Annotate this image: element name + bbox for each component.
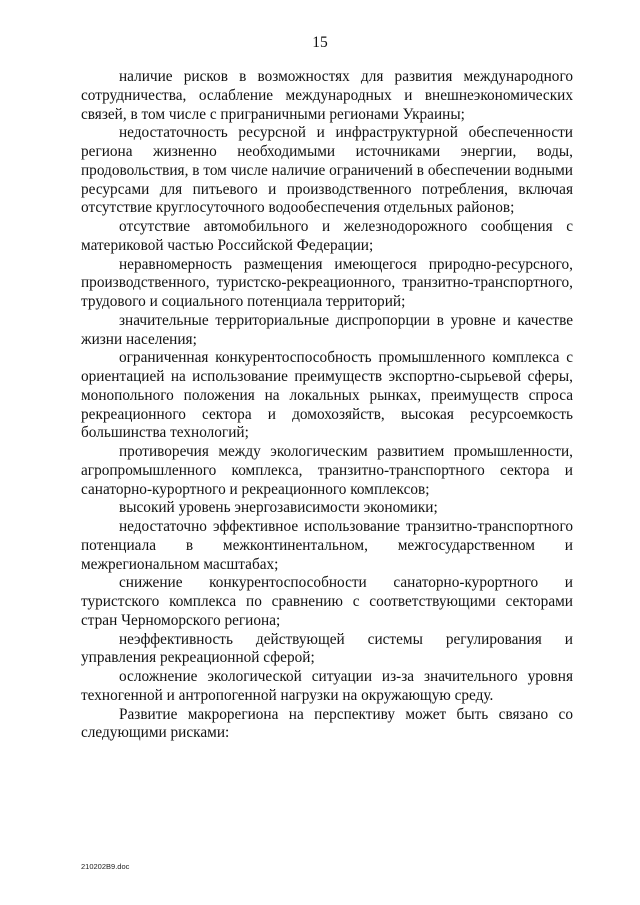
paragraph-uneven-potential: неравномерность размещения имеющегося природно-ресурсного, производственного, туристско-рекреационного, транзитно-транспортного, трудового и социального потенциала территорий; bbox=[81, 255, 573, 310]
document-body bbox=[81, 68, 573, 743]
page-number: 15 bbox=[312, 34, 328, 51]
paragraph-resort-competitiveness: снижение конкурентоспособности санаторно-курортного и туристского комплекса по сравнению с соответствующими секторами стран Черноморского региона; bbox=[81, 574, 573, 629]
paragraph-industrial-competitiveness: ограниченная конкурентоспособность промышленного комплекса с ориентацией на использование преимуществ экспортно-сырьевой сферы, монопольного положения на локальных рынках, преимуществ спроса рекреационного сектора и домохозяйств, высокая ресурсоемкость большинства технологий; bbox=[81, 349, 573, 442]
paragraph-recreation-regulation: неэффективность действующей системы регулирования и управления рекреационной сферой; bbox=[81, 630, 573, 667]
paragraph-energy-dependence: высокий уровень энергозависимости экономики; bbox=[119, 499, 438, 517]
paragraph-territorial-disproportions: значительные территориальные диспропорции в уровне и качестве жизни населения; bbox=[81, 311, 573, 348]
paragraph-macroregion-risks-intro: Развитие макрорегиона на перспективу может быть связано со следующими рисками: bbox=[81, 705, 573, 742]
paragraph-ecological-contradictions: противоречия между экологическим развитием промышленности, агропромышленного комплекса, транзитно-транспортного сектора и санаторно-курортного и рекреационного комплексов; bbox=[81, 443, 573, 498]
paragraph-international-risks: наличие рисков в возможностях для развития международного сотрудничества, ослабление международных и внешнеэкономических связей, в том числе с приграничными регионами Украины; bbox=[81, 68, 573, 123]
paragraph-transit-potential: недостаточно эффективное использование транзитно-транспортного потенциала в межконтинентальном, межгосударственном и межрегиональном масштабах; bbox=[81, 518, 573, 573]
footer-filename: 210202B9.doc bbox=[81, 862, 130, 871]
paragraph-transport-isolation: отсутствие автомобильного и железнодорожного сообщения с материковой частью Российской Федерации; bbox=[81, 218, 573, 254]
paragraph-ecological-situation: осложнение экологической ситуации из-за значительного уровня техногенной и антропогенной нагрузки на окружающую среду. bbox=[81, 668, 573, 704]
paragraph-resource-shortage: недостаточность ресурсной и инфраструктурной обеспеченности региона жизненно необходимыми источниками энергии, воды, продовольствия, в том числе наличие ограничений в обеспечении водными ресурсами для питьевого и производственного потребления, включая отсутствие круглосуточного водообеспечения отдельных районов; bbox=[81, 124, 573, 217]
